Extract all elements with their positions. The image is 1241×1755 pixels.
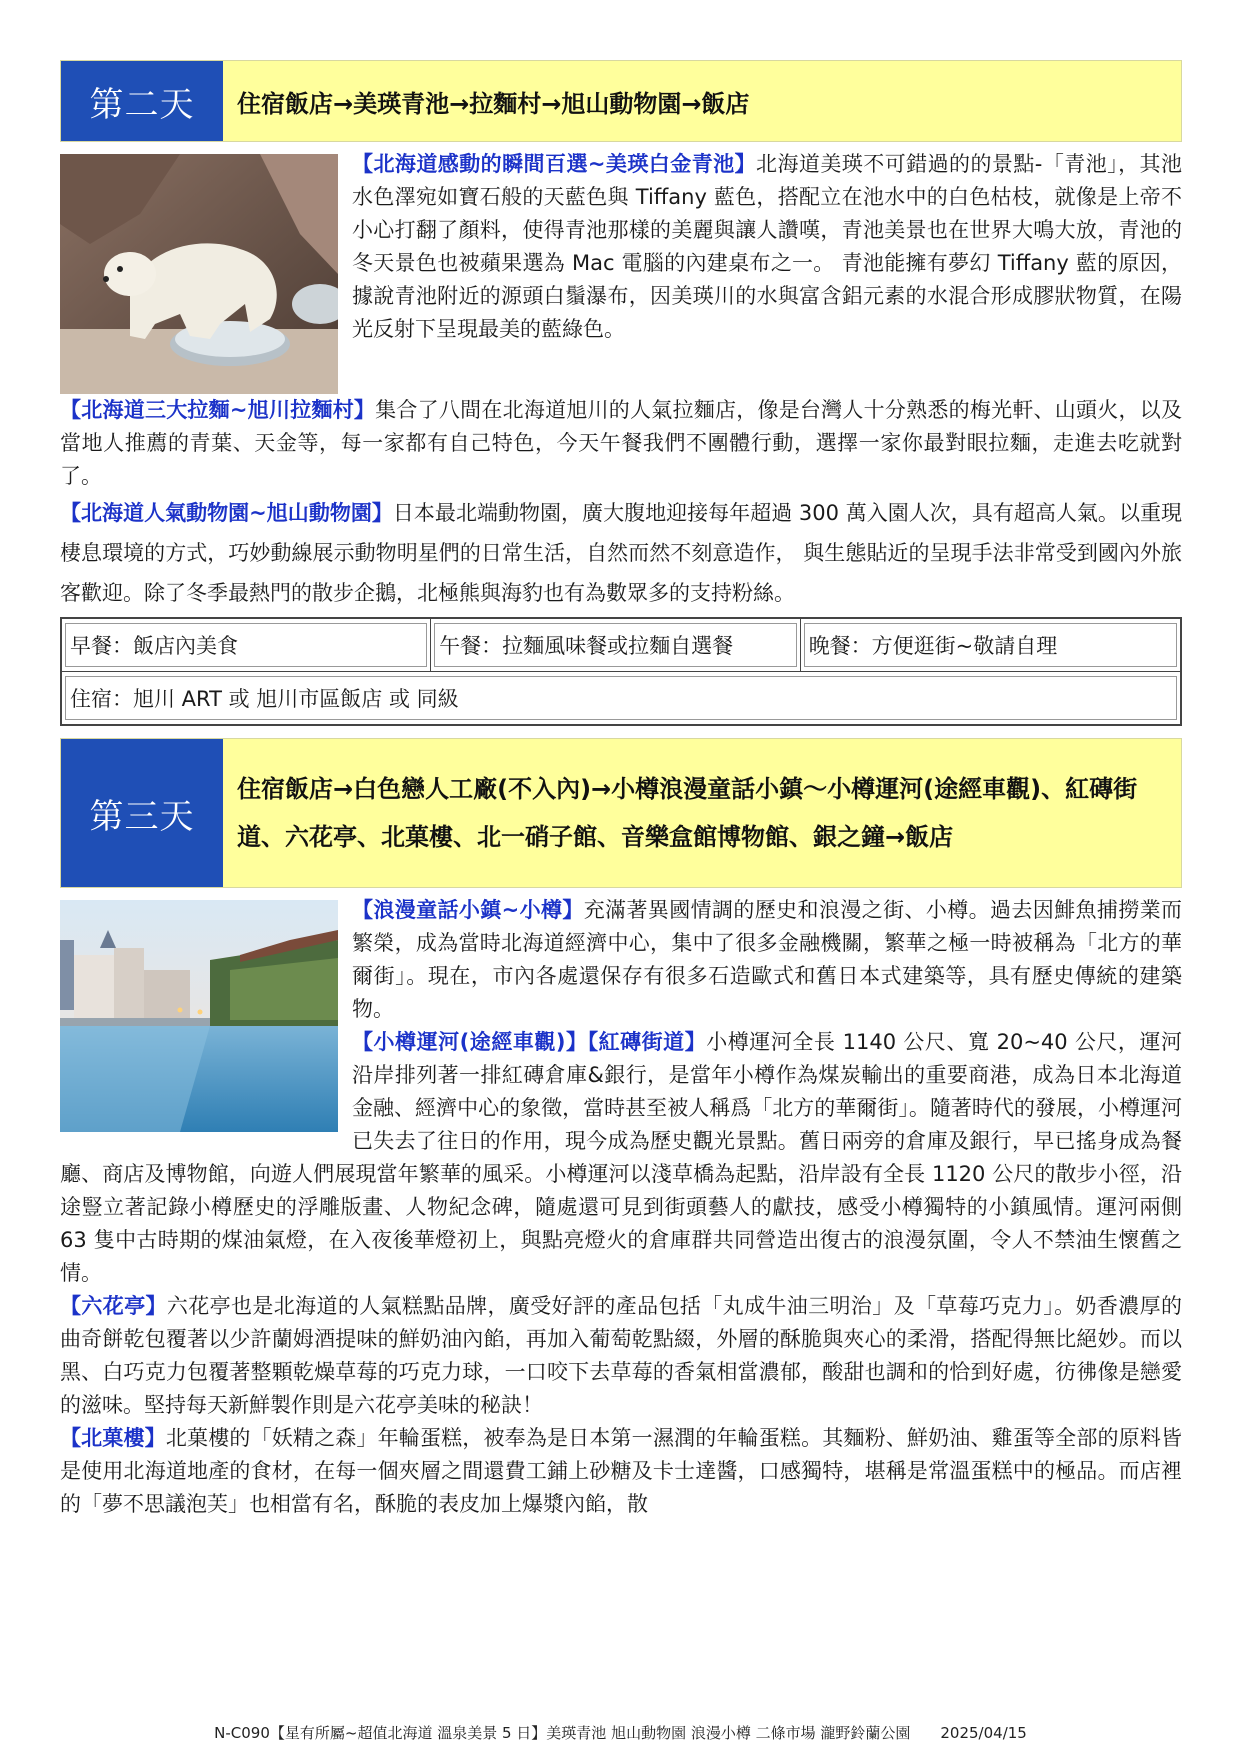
section-text: 充滿著異國情調的歷史和浪漫之街、小樽。過去因鯡魚捕撈業而繁榮，成為當時北海道經濟中心，集中了很多金融機關，繁華之極一時被稱為「北方的華爾街」。現在，市內各處還保存有很多石造歐式和舊日本式建築等，具有歷史傳統的建築物。 xyxy=(352,898,1182,1021)
section-title: 【浪漫童話小鎮~小樽】 xyxy=(352,898,584,922)
day3-text-3 xyxy=(60,1290,1182,1422)
section-title: 【北菓樓】 xyxy=(60,1426,166,1450)
section-title: 【北海道感動的瞬間百選~美瑛白金青池】 xyxy=(352,152,757,176)
section-text: 北菓樓的「妖精之森」年輪蛋糕，被奉為是日本第一濕潤的年輪蛋糕。其麵粉、鮮奶油、雞蛋等全部的原料皆是使用北海道地產的食材，在每一個夾層之間還費工鋪上砂糖及卡士達醬，口感獨特，堪稱是常溫蛋糕中的極品。而店裡的「夢不思議泡芙」也相當有名，酥脆的表皮加上爆漿內餡，散 xyxy=(60,1426,1183,1516)
itinerary-page xyxy=(60,60,1182,1521)
dinner-cell: 晚餐：方便逛街~敬請自理 xyxy=(804,623,1177,667)
section-text: 北海道美瑛不可錯過的的景點-「青池」，其池水色澤宛如寶石般的天藍色與 Tiffany 藍色，搭配立在池水中的白色枯枝，就像是上帝不小心打翻了顏料，使得青池那樣的美麗與讓人讚嘆，青池美景也在世界大鳴大放，青池的冬天景色也被蘋果選為 Mac 電腦的內建桌布之一。 青池能擁有夢幻 Tiffany 藍的原因，據說青池附近的源頭白鬚瀑布，因美瑛川的水與富含鋁元素的水混合形成膠狀物質，在陽光反射下呈現最美的藍綠色。 xyxy=(352,152,1182,341)
day2-meal-table xyxy=(60,617,1182,726)
section-title: 【北海道三大拉麵~旭川拉麵村】 xyxy=(60,398,376,422)
section-title: 【北海道人氣動物園~旭山動物園】 xyxy=(60,501,393,525)
day3-text-4 xyxy=(60,1422,1182,1521)
section-title: 【六花亭】 xyxy=(60,1294,167,1318)
day3-route: 住宿飯店→白色戀人工廠(不入內)→小樽浪漫童話小鎮～小樽運河(途經車觀)、紅磚街道、六花亭、北菓樓、北一硝子館、音樂盒館博物館、銀之鐘→飯店 xyxy=(223,739,1181,887)
lunch-cell: 午餐：拉麵風味餐或拉麵自選餐 xyxy=(434,623,797,667)
day3-label: 第三天 xyxy=(61,739,223,887)
day2-text-3 xyxy=(60,493,1182,613)
day2-route: 住宿飯店→美瑛青池→拉麵村→旭山動物園→飯店 xyxy=(223,61,1181,141)
polar-bear-photo xyxy=(60,154,338,394)
section-title: 【小樽運河(途經車觀)】【紅磚街道】 xyxy=(352,1030,707,1054)
breakfast-cell: 早餐：飯店內美食 xyxy=(65,623,427,667)
section-text: 日本最北端動物園，廣大腹地迎接每年超過 300 萬入園人次，具有超高人氣。以重現棲息環境的方式，巧妙動線展示動物明星們的日常生活，自然而然不刻意造作， 與生態貼近的呈現手法非常受到國內外旅客歡迎。除了冬季最熱門的散步企鵝，北極熊與海豹也有為數眾多的支持粉絲。 xyxy=(60,501,1182,605)
page-footer: N-C090【星有所屬~超值北海道 溫泉美景 5 日】美瑛青池 旭山動物園 浪漫小樽 二條市場 瀧野鈴蘭公園 2025/04/15 xyxy=(214,1724,1027,1742)
day2-section xyxy=(60,60,1182,726)
day3-header xyxy=(60,738,1182,888)
day2-text-2 xyxy=(60,394,1182,493)
day2-header xyxy=(60,60,1182,142)
section-text: 六花亭也是北海道的人氣糕點品牌，廣受好評的產品包括「丸成牛油三明治」及「草莓巧克力」。奶香濃厚的曲奇餅乾包覆著以少許蘭姆酒提味的鮮奶油內餡，再加入葡萄乾點綴，外層的酥脆與夾心的柔滑，搭配得無比絕妙。而以黑、白巧克力包覆著整顆乾燥草莓的巧克力球，一口咬下去草莓的香氣相當濃郁，酸甜也調和的恰到好處，彷彿像是戀愛的滋味。堅持每天新鮮製作則是六花亭美味的秘訣！ xyxy=(60,1294,1182,1417)
otaru-canal-photo xyxy=(60,900,338,1132)
section-text: 小樽運河全長 1140 公尺、寬 20~40 公尺，運河沿岸排列著一排紅磚倉庫&銀行，是當年小樽作為煤炭輸出的重要商港，成為日本北海道金融、經濟中心的象徵，當時甚至被人稱爲「北方的華爾街」。隨著時代的發展，小樽運河已失去了往日的作用，現今成為歷史觀光景點。舊日兩旁的倉庫及銀行，早已搖身成為餐廳、商店及博物館，向遊人們展現當年繁華的風采。小樽運河以淺草橋為起點，沿岸設有全長 1120 公尺的散步小徑，沿途豎立著記錄小樽歷史的浮雕版畫、人物紀念碑，隨處還可見到街頭藝人的獻技，感受小樽獨特的小鎮風情。運河兩側 63 隻中古時期的煤油氣燈，在入夜後華燈初上，與點亮燈火的倉庫群共同營造出復古的浪漫氛圍，令人不禁油生懷舊之情。 xyxy=(60,1030,1182,1285)
hotel-cell: 住宿：旭川 ART 或 旭川市區飯店 或 同級 xyxy=(65,676,1177,720)
section-text: 集合了八間在北海道旭川的人氣拉麵店，像是台灣人十分熟悉的梅光軒、山頭火，以及當地人推薦的青葉、天金等，每一家都有自己特色，今天午餐我們不團體行動，選擇一家你最對眼拉麵，走進去吃就對了。 xyxy=(60,398,1182,488)
day2-label: 第二天 xyxy=(61,61,223,141)
day3-section xyxy=(60,738,1182,1521)
